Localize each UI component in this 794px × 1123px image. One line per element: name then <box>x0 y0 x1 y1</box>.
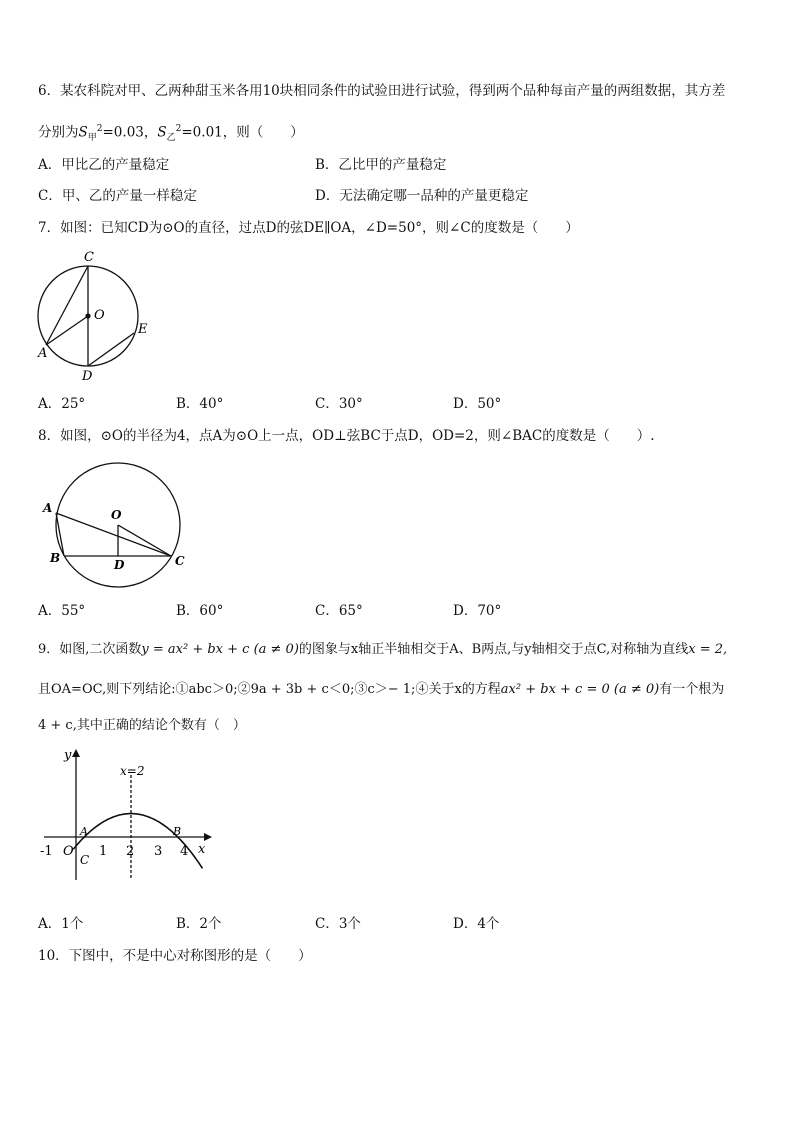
q9-line2 <box>38 681 724 699</box>
q6-eq2: =0.01，则（ ） <box>181 124 304 141</box>
q8-option-d[interactable]: D．70° <box>453 603 502 619</box>
q7-label-d: D <box>82 369 93 384</box>
q7-text: 7．如图：已知CD为⊙O的直径，过点D的弦DE∥OA，∠D=50°，则∠C的度数是（ ） <box>38 220 579 236</box>
q6-s-symbol-2: S <box>157 124 167 141</box>
q8-label-c: C <box>175 554 185 568</box>
q9-line1 <box>38 641 727 659</box>
q9-sym-label: x=2 <box>120 764 145 778</box>
q7-option-a[interactable]: A．25° <box>38 396 86 412</box>
q9-line1-b: 的图象与x轴正半轴相交于A、B两点,与y轴相交于点C,对称轴为直线 <box>298 642 689 657</box>
q9-line1-a: 9．如图,二次函数 <box>38 642 142 657</box>
q9-conclusion-2: ②9a + 3b + c＜0; <box>237 682 355 697</box>
q6-line2 <box>38 120 304 147</box>
q7-circle-figure <box>30 245 160 385</box>
q6-sup-2a: 2 <box>96 124 103 134</box>
q9-conclusion-3: ③c＞− 1; <box>354 682 416 697</box>
q9-func: y = ax² + bx + c (a ≠ 0) <box>141 642 299 657</box>
q8-option-c[interactable]: C．65° <box>315 603 363 619</box>
q6-option-b[interactable]: B．乙比甲的产量稳定 <box>315 157 447 173</box>
q8-option-a[interactable]: A．55° <box>38 603 86 619</box>
q8-circle-figure <box>38 455 198 595</box>
q6-option-a[interactable]: A．甲比乙的产量稳定 <box>38 157 170 173</box>
q7-label-c: C <box>84 250 94 265</box>
q9-conclusion-4-a: ④关于x的方程 <box>415 682 501 697</box>
q8-option-b[interactable]: B．60° <box>176 603 224 619</box>
q9-x-label: x <box>198 842 206 857</box>
q7-option-d[interactable]: D．50° <box>453 396 502 412</box>
q8-label-b: B <box>50 551 61 565</box>
q9-option-d[interactable]: D．4个 <box>453 916 500 932</box>
q6-sub-jia: 甲 <box>87 133 97 144</box>
q9-conclusion-4-eq: ax² + bx + c = 0 (a ≠ 0) <box>500 682 660 697</box>
q9-line3: 4 + c,其中正确的结论个数有（ ） <box>38 718 246 733</box>
q6-eq1: =0.03， <box>102 124 158 141</box>
q9-point-c: C <box>80 853 90 867</box>
q9-y-label: y <box>64 748 72 763</box>
q9-line2-a: 且OA=OC,则下列结论: <box>38 682 176 697</box>
q8-text: 8．如图，⊙O的半径为4，点A为⊙O上一点，OD⊥弦BC于点D，OD=2，则∠BAC的度数是（ ）. <box>38 428 655 444</box>
q9-axis-eq: x = 2, <box>688 642 728 657</box>
q9-tick-m1: -1 <box>40 844 53 859</box>
q9-conclusion-4-b: 有一个根为 <box>659 682 725 697</box>
q9-option-c[interactable]: C．3个 <box>315 916 361 932</box>
q10-text: 10．下图中，不是中心对称图形的是（ ） <box>38 948 312 964</box>
q6-sup-2b: 2 <box>175 124 182 134</box>
q7-label-e: E <box>138 322 148 337</box>
q7-option-b[interactable]: B．40° <box>176 396 224 412</box>
q9-origin: O <box>63 844 74 859</box>
q8-label-o: O <box>111 508 122 522</box>
q6-line2-pre: 分别为 <box>38 124 79 141</box>
q6-sub-yi: 乙 <box>166 133 176 144</box>
q6-line1: 6．某农科院对甲、乙两种甜玉米各用10块相同条件的试验田进行试验，得到两个品种每亩产量的两组数据，其方差 <box>38 83 726 99</box>
q8-label-a: A <box>43 501 53 515</box>
q7-label-a: A <box>38 346 48 361</box>
q7-option-c[interactable]: C．30° <box>315 396 363 412</box>
q9-option-b[interactable]: B．2个 <box>176 916 222 932</box>
q9-tick-4: 4 <box>180 844 189 859</box>
q9-tick-3: 3 <box>154 844 163 859</box>
q7-label-o: O <box>94 308 105 323</box>
q9-tick-1: 1 <box>99 844 108 859</box>
q9-parabola-graph <box>34 745 224 885</box>
q9-point-a: A <box>80 825 88 838</box>
q6-option-c[interactable]: C．甲、乙的产量一样稳定 <box>38 188 197 204</box>
q6-s-symbol: S <box>78 124 88 141</box>
q9-point-b: B <box>173 825 182 838</box>
q6-option-d[interactable]: D．无法确定哪一品种的产量更稳定 <box>315 188 529 204</box>
q9-tick-2: 2 <box>126 844 135 859</box>
q8-label-d: D <box>114 558 125 572</box>
q9-option-a[interactable]: A．1个 <box>38 916 84 932</box>
q9-conclusion-1: ①abc＞0; <box>175 682 238 697</box>
